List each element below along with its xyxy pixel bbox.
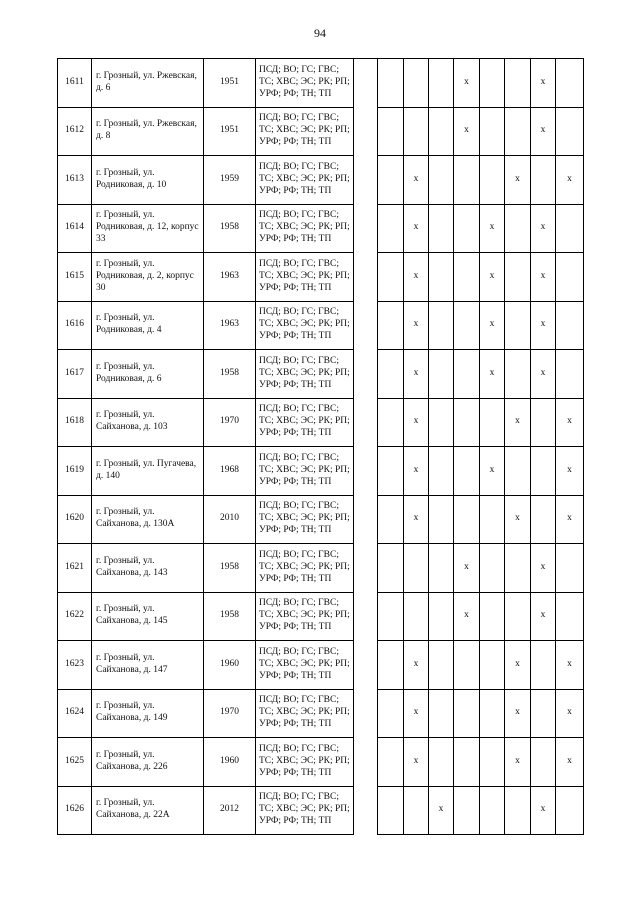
row-number: 1617 — [58, 350, 92, 399]
mark-cell: х — [404, 689, 429, 738]
systems-cell: ПСД; ВО; ГС; ГВС; ТС; ХВС; ЭС; РК; РП; УРФ; РФ; ТН; ТП — [256, 592, 354, 641]
table-row — [58, 204, 584, 253]
mark-cell — [378, 59, 404, 108]
mark-cell: х — [404, 447, 429, 496]
mark-cell: х — [531, 350, 556, 399]
mark-cell: х — [404, 156, 429, 205]
mark-cell: х — [556, 156, 584, 205]
mark-cell: х — [505, 398, 531, 447]
mark-cell: х — [429, 786, 454, 835]
table-row — [58, 738, 584, 787]
table-body — [58, 59, 584, 835]
mark-cell — [454, 350, 480, 399]
mark-cell — [505, 59, 531, 108]
mark-cell — [404, 107, 429, 156]
empty-cell — [354, 301, 378, 350]
mark-cell — [378, 592, 404, 641]
mark-cell — [378, 204, 404, 253]
mark-cell — [556, 204, 584, 253]
table-row — [58, 447, 584, 496]
mark-cell — [429, 301, 454, 350]
empty-cell — [354, 350, 378, 399]
mark-cell — [429, 544, 454, 593]
row-number: 1615 — [58, 253, 92, 302]
mark-cell — [429, 398, 454, 447]
mark-cell: х — [531, 544, 556, 593]
mark-cell: х — [556, 641, 584, 690]
systems-cell: ПСД; ВО; ГС; ГВС; ТС; ХВС; ЭС; РК; РП; УРФ; РФ; ТН; ТП — [256, 59, 354, 108]
empty-cell — [354, 398, 378, 447]
systems-cell: ПСД; ВО; ГС; ГВС; ТС; ХВС; ЭС; РК; РП; УРФ; РФ; ТН; ТП — [256, 107, 354, 156]
mark-cell — [378, 544, 404, 593]
mark-cell — [378, 398, 404, 447]
mark-cell — [378, 447, 404, 496]
year-cell: 1970 — [204, 689, 256, 738]
table-row — [58, 301, 584, 350]
mark-cell — [480, 107, 505, 156]
mark-cell — [531, 495, 556, 544]
year-cell: 1963 — [204, 253, 256, 302]
year-cell: 1958 — [204, 544, 256, 593]
mark-cell: х — [404, 495, 429, 544]
row-number: 1619 — [58, 447, 92, 496]
mark-cell — [505, 447, 531, 496]
mark-cell — [480, 544, 505, 593]
mark-cell — [429, 641, 454, 690]
mark-cell: х — [480, 301, 505, 350]
mark-cell — [505, 253, 531, 302]
mark-cell: х — [505, 156, 531, 205]
mark-cell — [429, 592, 454, 641]
mark-cell: х — [556, 689, 584, 738]
mark-cell — [454, 641, 480, 690]
row-number: 1613 — [58, 156, 92, 205]
year-cell: 1951 — [204, 107, 256, 156]
mark-cell — [480, 786, 505, 835]
mark-cell — [556, 301, 584, 350]
mark-cell — [378, 301, 404, 350]
mark-cell — [429, 689, 454, 738]
empty-cell — [354, 641, 378, 690]
mark-cell — [454, 253, 480, 302]
systems-cell: ПСД; ВО; ГС; ГВС; ТС; ХВС; ЭС; РК; РП; УРФ; РФ; ТН; ТП — [256, 447, 354, 496]
year-cell: 2010 — [204, 495, 256, 544]
mark-cell: х — [531, 59, 556, 108]
mark-cell — [454, 204, 480, 253]
mark-cell — [505, 350, 531, 399]
table-row — [58, 495, 584, 544]
mark-cell — [429, 495, 454, 544]
row-number: 1623 — [58, 641, 92, 690]
systems-cell: ПСД; ВО; ГС; ГВС; ТС; ХВС; ЭС; РК; РП; УРФ; РФ; ТН; ТП — [256, 544, 354, 593]
mark-cell — [429, 253, 454, 302]
mark-cell — [429, 738, 454, 787]
mark-cell — [505, 544, 531, 593]
mark-cell — [505, 301, 531, 350]
mark-cell — [556, 544, 584, 593]
year-cell: 1958 — [204, 592, 256, 641]
mark-cell — [480, 689, 505, 738]
mark-cell: х — [531, 301, 556, 350]
address-cell: г. Грозный, ул. Сайханова, д. 130А — [92, 495, 204, 544]
mark-cell — [505, 592, 531, 641]
year-cell: 1968 — [204, 447, 256, 496]
address-cell: г. Грозный, ул. Ржевская, д. 6 — [92, 59, 204, 108]
mark-cell: х — [531, 786, 556, 835]
empty-cell — [354, 738, 378, 787]
mark-cell — [404, 544, 429, 593]
mark-cell: х — [480, 253, 505, 302]
address-cell: г. Грозный, ул. Сайханова, д. 226 — [92, 738, 204, 787]
systems-cell: ПСД; ВО; ГС; ГВС; ТС; ХВС; ЭС; РК; РП; УРФ; РФ; ТН; ТП — [256, 350, 354, 399]
buildings-table — [57, 58, 584, 835]
mark-cell — [480, 641, 505, 690]
mark-cell — [429, 156, 454, 205]
mark-cell: х — [505, 641, 531, 690]
mark-cell — [454, 738, 480, 787]
systems-cell: ПСД; ВО; ГС; ГВС; ТС; ХВС; ЭС; РК; РП; УРФ; РФ; ТН; ТП — [256, 738, 354, 787]
mark-cell — [556, 786, 584, 835]
mark-cell: х — [454, 107, 480, 156]
row-number: 1625 — [58, 738, 92, 787]
mark-cell — [531, 738, 556, 787]
year-cell: 1959 — [204, 156, 256, 205]
mark-cell — [378, 641, 404, 690]
mark-cell — [531, 447, 556, 496]
mark-cell — [556, 59, 584, 108]
mark-cell: х — [404, 350, 429, 399]
empty-cell — [354, 544, 378, 593]
page-number: 94 — [314, 26, 326, 40]
mark-cell — [454, 156, 480, 205]
mark-cell: х — [454, 59, 480, 108]
row-number: 1614 — [58, 204, 92, 253]
table-row — [58, 107, 584, 156]
mark-cell: х — [531, 204, 556, 253]
empty-cell — [354, 447, 378, 496]
address-cell: г. Грозный, ул. Сайханова, д. 22А — [92, 786, 204, 835]
empty-cell — [354, 495, 378, 544]
empty-cell — [354, 253, 378, 302]
address-cell: г. Грозный, ул. Сайханова, д. 147 — [92, 641, 204, 690]
mark-cell — [429, 350, 454, 399]
systems-cell: ПСД; ВО; ГС; ГВС; ТС; ХВС; ЭС; РК; РП; УРФ; РФ; ТН; ТП — [256, 398, 354, 447]
mark-cell: х — [531, 253, 556, 302]
systems-cell: ПСД; ВО; ГС; ГВС; ТС; ХВС; ЭС; РК; РП; УРФ; РФ; ТН; ТП — [256, 689, 354, 738]
mark-cell: х — [404, 398, 429, 447]
mark-cell: х — [556, 738, 584, 787]
mark-cell — [454, 447, 480, 496]
mark-cell: х — [454, 544, 480, 593]
mark-cell — [378, 738, 404, 787]
mark-cell — [480, 592, 505, 641]
row-number: 1626 — [58, 786, 92, 835]
mark-cell — [378, 350, 404, 399]
year-cell: 1960 — [204, 738, 256, 787]
row-number: 1622 — [58, 592, 92, 641]
systems-cell: ПСД; ВО; ГС; ГВС; ТС; ХВС; ЭС; РК; РП; УРФ; РФ; ТН; ТП — [256, 204, 354, 253]
mark-cell: х — [556, 495, 584, 544]
empty-cell — [354, 204, 378, 253]
systems-cell: ПСД; ВО; ГС; ГВС; ТС; ХВС; ЭС; РК; РП; УРФ; РФ; ТН; ТП — [256, 786, 354, 835]
mark-cell — [480, 156, 505, 205]
mark-cell: х — [505, 689, 531, 738]
year-cell: 1951 — [204, 59, 256, 108]
table-row — [58, 544, 584, 593]
mark-cell — [454, 495, 480, 544]
mark-cell — [454, 398, 480, 447]
address-cell: г. Грозный, ул. Пугачева, д. 140 — [92, 447, 204, 496]
systems-cell: ПСД; ВО; ГС; ГВС; ТС; ХВС; ЭС; РК; РП; УРФ; РФ; ТН; ТП — [256, 156, 354, 205]
year-cell: 1958 — [204, 204, 256, 253]
address-cell: г. Грозный, ул. Сайханова, д. 143 — [92, 544, 204, 593]
mark-cell — [505, 786, 531, 835]
address-cell: г. Грозный, ул. Родниковая, д. 10 — [92, 156, 204, 205]
table-row — [58, 689, 584, 738]
year-cell: 1960 — [204, 641, 256, 690]
mark-cell: х — [404, 641, 429, 690]
mark-cell — [378, 107, 404, 156]
row-number: 1616 — [58, 301, 92, 350]
mark-cell: х — [531, 592, 556, 641]
mark-cell — [404, 592, 429, 641]
mark-cell — [429, 204, 454, 253]
mark-cell: х — [480, 350, 505, 399]
mark-cell — [531, 641, 556, 690]
mark-cell: х — [505, 738, 531, 787]
empty-cell — [354, 592, 378, 641]
year-cell: 1963 — [204, 301, 256, 350]
row-number: 1620 — [58, 495, 92, 544]
mark-cell — [429, 59, 454, 108]
table-row — [58, 398, 584, 447]
empty-cell — [354, 156, 378, 205]
mark-cell — [480, 59, 505, 108]
row-number: 1612 — [58, 107, 92, 156]
mark-cell — [429, 107, 454, 156]
table-row — [58, 786, 584, 835]
mark-cell: х — [404, 204, 429, 253]
mark-cell: х — [505, 495, 531, 544]
mark-cell — [531, 156, 556, 205]
systems-cell: ПСД; ВО; ГС; ГВС; ТС; ХВС; ЭС; РК; РП; УРФ; РФ; ТН; ТП — [256, 641, 354, 690]
address-cell: г. Грозный, ул. Сайханова, д. 149 — [92, 689, 204, 738]
mark-cell: х — [404, 253, 429, 302]
address-cell: г. Грозный, ул. Родниковая, д. 12, корпус 33 — [92, 204, 204, 253]
mark-cell — [378, 689, 404, 738]
mark-cell — [429, 447, 454, 496]
table-row — [58, 156, 584, 205]
address-cell: г. Грозный, ул. Родниковая, д. 4 — [92, 301, 204, 350]
address-cell: г. Грозный, ул. Ржевская, д. 8 — [92, 107, 204, 156]
mark-cell — [556, 350, 584, 399]
mark-cell — [404, 786, 429, 835]
table-row — [58, 350, 584, 399]
mark-cell — [404, 59, 429, 108]
empty-cell — [354, 59, 378, 108]
systems-cell: ПСД; ВО; ГС; ГВС; ТС; ХВС; ЭС; РК; РП; УРФ; РФ; ТН; ТП — [256, 301, 354, 350]
mark-cell — [556, 253, 584, 302]
empty-cell — [354, 786, 378, 835]
mark-cell — [556, 107, 584, 156]
row-number: 1621 — [58, 544, 92, 593]
year-cell: 1958 — [204, 350, 256, 399]
mark-cell: х — [404, 738, 429, 787]
mark-cell: х — [556, 398, 584, 447]
mark-cell — [378, 786, 404, 835]
mark-cell — [378, 495, 404, 544]
address-cell: г. Грозный, ул. Родниковая, д. 6 — [92, 350, 204, 399]
mark-cell: х — [556, 447, 584, 496]
mark-cell — [480, 738, 505, 787]
mark-cell: х — [404, 301, 429, 350]
mark-cell: х — [531, 107, 556, 156]
table-row — [58, 253, 584, 302]
mark-cell — [556, 592, 584, 641]
mark-cell — [454, 301, 480, 350]
mark-cell — [531, 398, 556, 447]
table-row — [58, 641, 584, 690]
address-cell: г. Грозный, ул. Сайханова, д. 103 — [92, 398, 204, 447]
mark-cell: х — [454, 592, 480, 641]
address-cell: г. Грозный, ул. Сайханова, д. 145 — [92, 592, 204, 641]
mark-cell: х — [480, 204, 505, 253]
table-row — [58, 59, 584, 108]
row-number: 1618 — [58, 398, 92, 447]
mark-cell: х — [480, 447, 505, 496]
mark-cell — [531, 689, 556, 738]
table-row — [58, 592, 584, 641]
mark-cell — [480, 495, 505, 544]
row-number: 1611 — [58, 59, 92, 108]
mark-cell — [378, 253, 404, 302]
systems-cell: ПСД; ВО; ГС; ГВС; ТС; ХВС; ЭС; РК; РП; УРФ; РФ; ТН; ТП — [256, 495, 354, 544]
address-cell: г. Грозный, ул. Родниковая, д. 2, корпус 30 — [92, 253, 204, 302]
systems-cell: ПСД; ВО; ГС; ГВС; ТС; ХВС; ЭС; РК; РП; УРФ; РФ; ТН; ТП — [256, 253, 354, 302]
mark-cell — [454, 689, 480, 738]
row-number: 1624 — [58, 689, 92, 738]
empty-cell — [354, 107, 378, 156]
mark-cell — [378, 156, 404, 205]
mark-cell — [505, 204, 531, 253]
year-cell: 1970 — [204, 398, 256, 447]
mark-cell — [505, 107, 531, 156]
mark-cell — [454, 786, 480, 835]
mark-cell — [480, 398, 505, 447]
year-cell: 2012 — [204, 786, 256, 835]
empty-cell — [354, 689, 378, 738]
